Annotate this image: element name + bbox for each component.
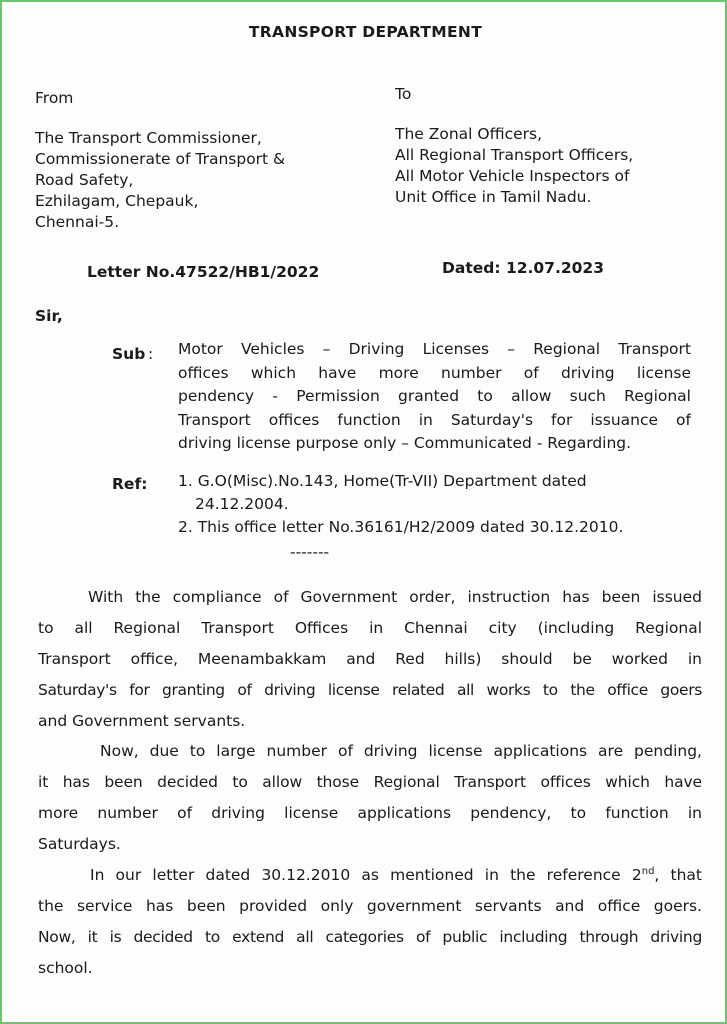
from-address-line: Commissionerate of Transport & — [35, 150, 286, 168]
from-address — [35, 128, 285, 233]
paragraph-line: it has been decided to allow those Regional Transport offices which have — [38, 773, 702, 791]
paragraph-line: to all Regional Transport Offices in Chennai city (including Regional — [38, 619, 702, 637]
to-address — [395, 124, 633, 208]
reference-label: Ref: — [112, 475, 148, 493]
to-address-line: The Zonal Officers, — [395, 125, 543, 143]
paragraph-2 — [38, 736, 702, 860]
subject-line: Transport offices function in Saturday's for issuance of — [178, 410, 691, 429]
subject-line: offices which have more number of driving license — [178, 363, 691, 382]
letter-number: Letter No.47522/HB1/2022 — [87, 263, 320, 281]
subject-line: Motor Vehicles – Driving Licenses – Regional Transport — [178, 340, 691, 358]
letter-date: Dated: 12.07.2023 — [442, 259, 604, 277]
ordinal-suffix: nd — [641, 865, 655, 877]
from-address-line: Road Safety, — [35, 171, 134, 189]
paragraph-line: and Government servants. — [38, 712, 246, 730]
from-address-line: Chennai-5. — [35, 213, 120, 231]
subject-line: pendency - Permission granted to allow such Regional — [178, 387, 691, 405]
from-label: From — [35, 89, 74, 107]
reference-list — [178, 470, 623, 539]
to-address-line: Unit Office in Tamil Nadu. — [395, 188, 592, 206]
from-address-line: The Transport Commissioner, — [35, 129, 262, 147]
subject-colon: : — [148, 345, 154, 363]
separator: ------- — [290, 543, 330, 561]
subject-text — [178, 338, 691, 456]
reference-item-continued: 24.12.2004. — [195, 495, 289, 513]
paragraph-line: With the compliance of Government order, instruction has been issued — [88, 588, 702, 606]
salutation: Sir, — [35, 307, 63, 325]
paragraph-line: Saturday's for granting of driving license related all works to the office goers — [38, 681, 702, 699]
to-address-line: All Regional Transport Officers, — [395, 146, 634, 164]
paragraph-line: Saturdays. — [38, 835, 121, 853]
to-address-line: All Motor Vehicle Inspectors of — [395, 167, 630, 185]
to-label: To — [395, 85, 412, 103]
subject-line: driving license purpose only – Communicated - Regarding. — [178, 434, 632, 452]
paragraph-line: Now, due to large number of driving license applications are pending, — [100, 742, 702, 760]
subject-label: Sub — [112, 345, 146, 363]
paragraph-line: the service has been provided only government servants and office goers. — [38, 897, 702, 915]
paragraph-line — [38, 860, 702, 891]
paragraph-text: , that — [654, 866, 702, 884]
paragraph-line: more number of driving license applications pendency, to function in — [38, 804, 702, 822]
paragraph-line: school. — [38, 959, 93, 977]
paragraph-1 — [38, 582, 702, 737]
paragraph-3 — [38, 860, 702, 984]
paragraph-line: Transport office, Meenambakkam and Red hills) should be worked in — [38, 650, 702, 668]
department-heading: TRANSPORT DEPARTMENT — [248, 23, 483, 41]
from-address-line: Ezhilagam, Chepauk, — [35, 192, 199, 210]
paragraph-line: Now, it is decided to extend all categories of public including through driving — [38, 928, 702, 946]
reference-item: 1. G.O(Misc).No.143, Home(Tr-VII) Department dated — [178, 472, 587, 490]
paragraph-text: In our letter dated 30.12.2010 as mentioned in the reference 2 — [90, 866, 642, 884]
reference-item: 2. This office letter No.36161/H2/2009 dated 30.12.2010. — [178, 518, 624, 536]
